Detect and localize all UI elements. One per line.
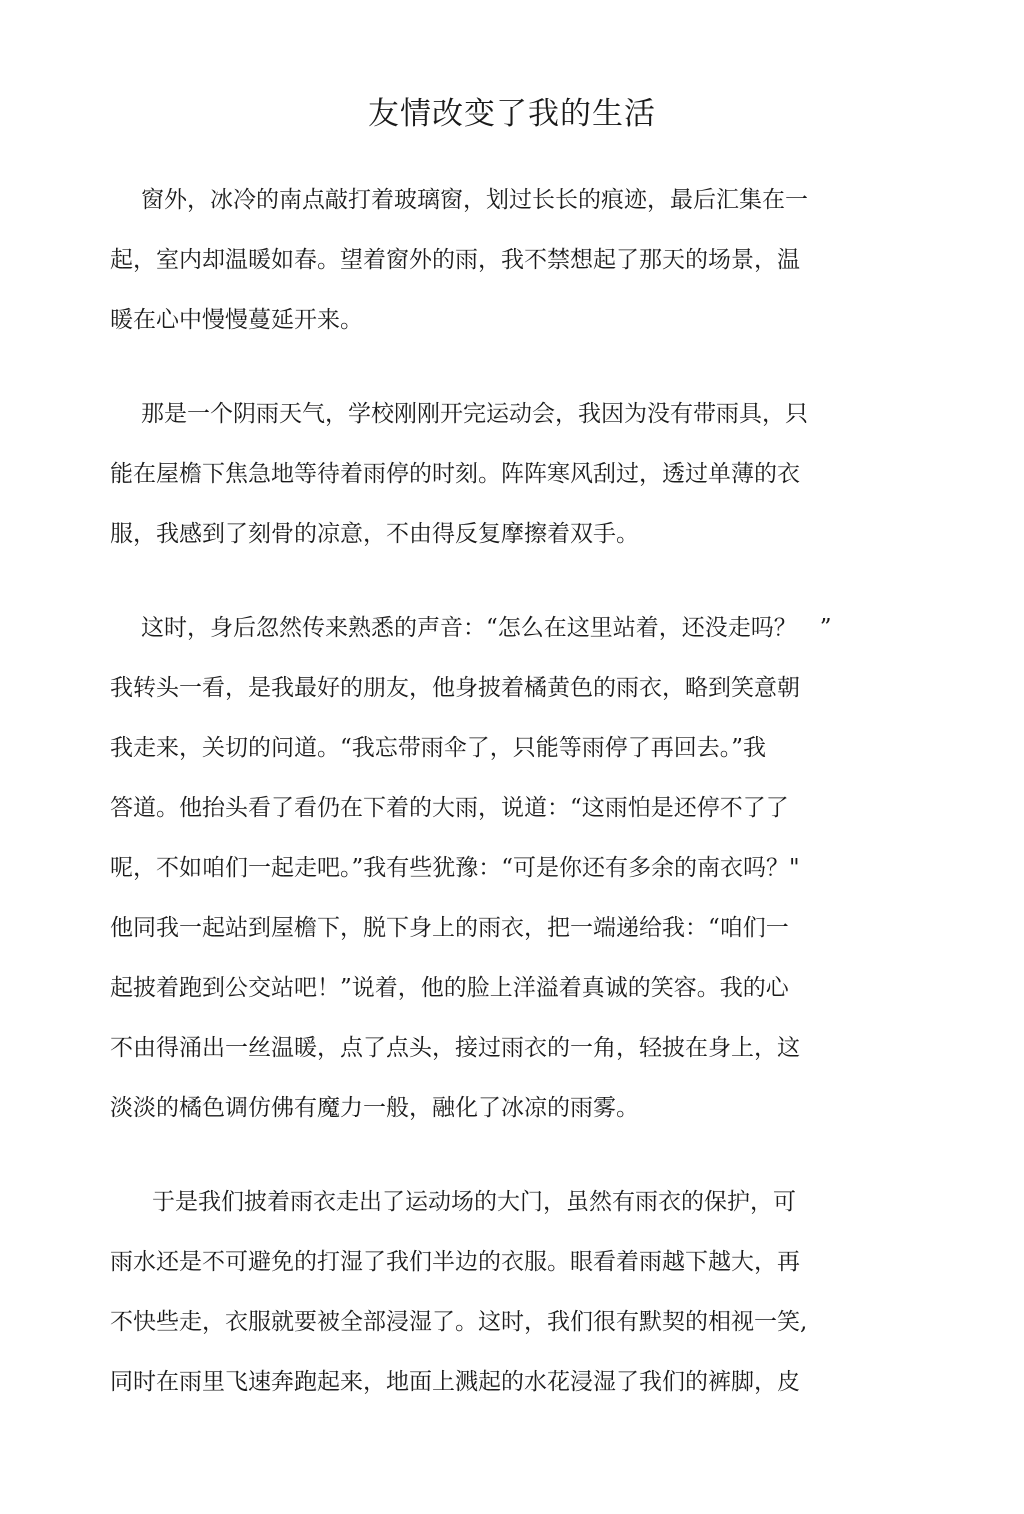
paragraph-line: 答道。他抬头看了看仍在下着的大雨，说道：“这雨怕是还停不了了 xyxy=(110,795,789,821)
paragraph-line: 我走来，关切的问道。“我忘带雨伞了，只能等雨停了再回去。”我 xyxy=(110,735,767,761)
paragraph-3 xyxy=(110,604,910,1144)
paragraph-line: 我转头一看，是我最好的朋友，他身披着橘黄色的雨衣，略到笑意朝 xyxy=(110,675,800,701)
paragraph-line: 暖在心中慢慢蔓延开来。 xyxy=(110,307,363,333)
paragraph-line: 起，室内却温暖如春。望着窗外的雨，我不禁想起了那天的场景，温 xyxy=(110,247,800,273)
paragraph-line: 不快些走，衣服就要被全部浸湿了。这时，我们很有默契的相视一笑, xyxy=(110,1309,808,1335)
paragraph-line: 这时，身后忽然传来熟悉的声音：“怎么在这里站着，还没走吗？ ” xyxy=(141,615,832,641)
paragraph-line: 淡淡的橘色调仿佛有魔力一般，融化了冰凉的雨雾。 xyxy=(110,1095,639,1121)
paragraph-line: 同时在雨里飞速奔跑起来，地面上溅起的水花浸湿了我们的裤脚，皮 xyxy=(110,1369,800,1395)
paragraph-2 xyxy=(110,390,910,570)
paragraph-line: 呢，不如咱们一起走吧。”我有些犹豫：“可是你还有多余的南衣吗？" xyxy=(110,855,800,881)
paragraph-line: 于是我们披着雨衣走出了运动场的大门，虽然有雨衣的保护，可 xyxy=(152,1189,796,1215)
paragraph-line: 窗外，冰冷的南点敲打着玻璃窗，划过长长的痕迹，最后汇集在一 xyxy=(141,187,808,213)
paragraph-line: 不由得涌出一丝温暖，点了点头，接过雨衣的一角，轻披在身上，这 xyxy=(110,1035,800,1061)
paragraph-line: 那是一个阴雨天气，学校刚刚开完运动会，我因为没有带雨具，只 xyxy=(141,401,808,427)
paragraph-line: 服，我感到了刻骨的凉意，不由得反复摩擦着双手。 xyxy=(110,521,639,547)
paragraph-line: 雨水还是不可避免的打湿了我们半边的衣服。眼看着雨越下越大，再 xyxy=(110,1249,800,1275)
document-title: 友情改变了我的生活 xyxy=(368,96,656,132)
paragraph-line: 能在屋檐下焦急地等待着雨停的时刻。阵阵寒风刮过，透过单薄的衣 xyxy=(110,461,800,487)
paragraph-1 xyxy=(110,176,910,356)
paragraph-line: 起披着跑到公交站吧！”说着，他的脸上洋溢着真诚的笑容。我的心 xyxy=(110,975,789,1001)
paragraph-line: 他同我一起站到屋檐下，脱下身上的雨衣，把一端递给我：“咱们一 xyxy=(110,915,789,941)
paragraph-4 xyxy=(110,1178,910,1418)
document-body xyxy=(110,176,910,1452)
